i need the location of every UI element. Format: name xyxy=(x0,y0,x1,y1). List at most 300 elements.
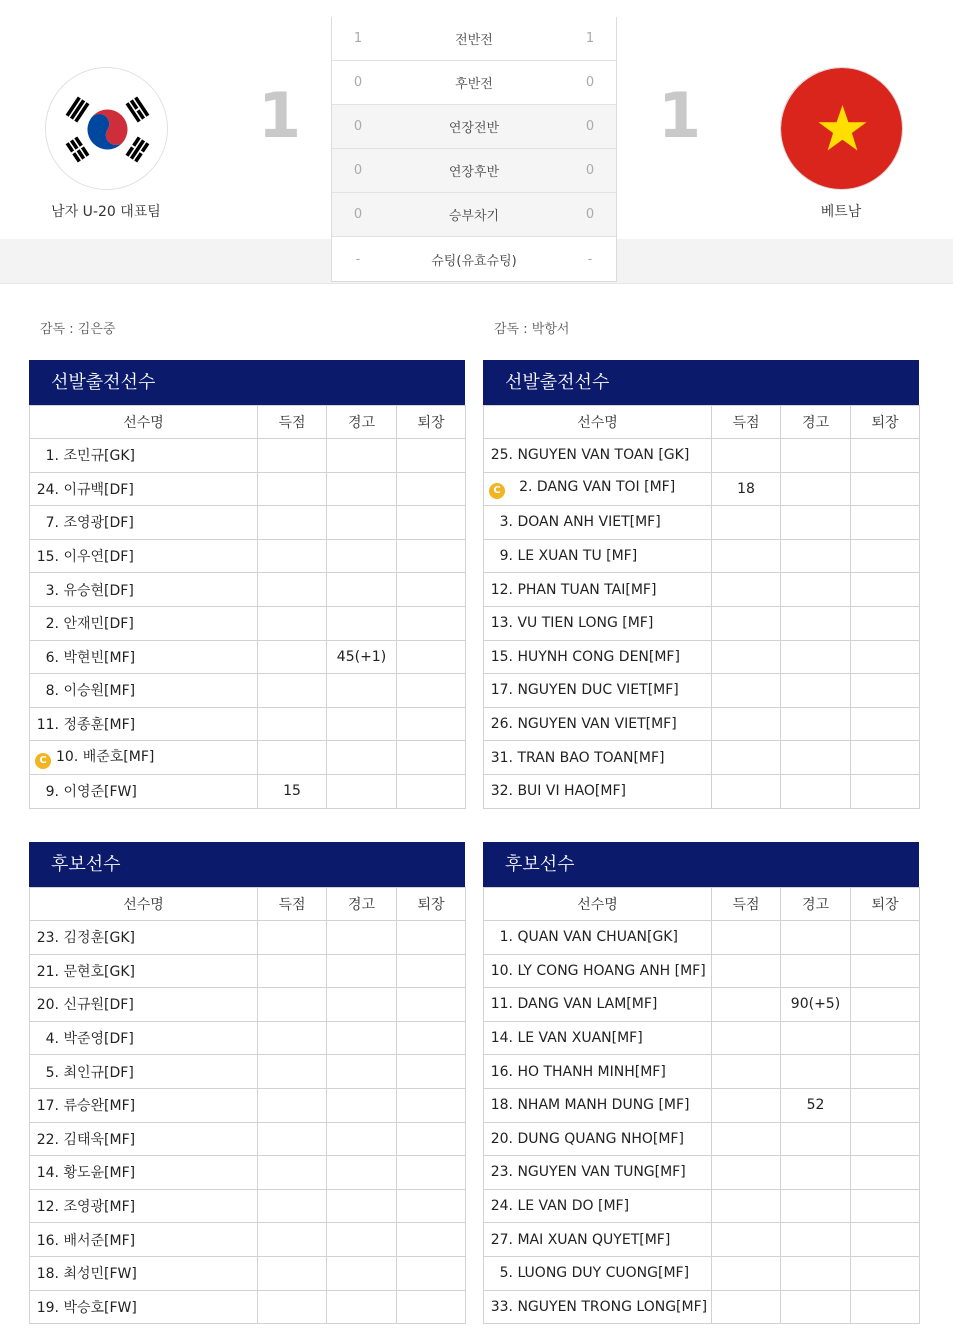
panel-title: 후보선수 xyxy=(483,842,919,887)
sendoff-cell xyxy=(851,606,920,640)
sendoff-cell xyxy=(397,573,466,607)
player-name-cell xyxy=(30,640,258,674)
player-name: 배서준[MF] xyxy=(63,1232,136,1249)
period-home-score: - xyxy=(355,251,361,267)
player-name-cell xyxy=(30,674,258,708)
player-name: DANG VAN TOI [MF] xyxy=(536,478,676,495)
warning-cell xyxy=(327,1223,397,1257)
player-name-cell xyxy=(30,472,258,506)
player-name: 안재민[DF] xyxy=(63,616,134,633)
player-number: 14. xyxy=(490,1030,513,1047)
column-header-sendoff: 퇴장 xyxy=(851,888,920,921)
captain-badge-icon: C xyxy=(489,483,505,499)
table-header-row xyxy=(484,888,920,921)
player-number: 7. xyxy=(45,515,59,532)
player-row xyxy=(484,573,920,607)
player-row xyxy=(484,1189,920,1223)
player-row xyxy=(30,954,466,988)
warning-cell xyxy=(781,606,851,640)
home-subs-panel xyxy=(29,842,465,1324)
away-total-score: 1 xyxy=(658,79,702,152)
player-name-cell xyxy=(30,573,258,607)
column-header-goal: 득점 xyxy=(258,888,327,921)
sendoff-cell xyxy=(397,606,466,640)
player-number: 16. xyxy=(36,1232,59,1249)
goal-cell xyxy=(258,1256,327,1290)
column-header-name: 선수명 xyxy=(484,888,712,921)
player-name-cell xyxy=(484,1223,712,1257)
warning-cell xyxy=(327,1290,397,1324)
column-header-goal: 득점 xyxy=(712,888,781,921)
player-number: 26. xyxy=(490,716,513,733)
column-header-sendoff: 퇴장 xyxy=(851,406,920,439)
player-number: 14. xyxy=(36,1165,59,1182)
sendoff-cell xyxy=(851,1055,920,1089)
goal-cell xyxy=(712,1122,781,1156)
player-name-cell xyxy=(484,954,712,988)
sendoff-cell xyxy=(397,741,466,775)
player-name: DOAN ANH VIET[MF] xyxy=(517,514,661,531)
player-name: NGUYEN VAN VIET[MF] xyxy=(517,716,677,733)
player-row xyxy=(484,606,920,640)
player-name: LUONG DUY CUONG[MF] xyxy=(517,1265,690,1282)
player-name-cell xyxy=(30,606,258,640)
player-row xyxy=(30,640,466,674)
vietnam-flag-icon xyxy=(780,67,903,190)
player-number: 20. xyxy=(36,997,59,1014)
goal-cell xyxy=(258,1122,327,1156)
player-name-cell xyxy=(484,1055,712,1089)
away-subs-panel xyxy=(483,842,919,1324)
goal-cell xyxy=(712,774,781,808)
warning-cell xyxy=(781,472,851,506)
warning-cell xyxy=(327,988,397,1022)
player-number: 17. xyxy=(490,682,513,699)
player-number: 8. xyxy=(45,683,59,700)
column-header-goal: 득점 xyxy=(258,406,327,439)
player-name-cell xyxy=(484,640,712,674)
goal-cell xyxy=(258,1055,327,1089)
period-label: 승부차기 xyxy=(448,209,500,224)
player-name: NGUYEN VAN TUNG[MF] xyxy=(517,1164,686,1181)
sendoff-cell xyxy=(397,774,466,808)
away-subs-table xyxy=(483,887,920,1324)
player-row xyxy=(30,1156,466,1190)
player-number: 3. xyxy=(45,582,59,599)
player-name: MAI XUAN QUYET[MF] xyxy=(517,1231,671,1248)
goal-cell xyxy=(712,439,781,473)
player-row xyxy=(484,439,920,473)
sendoff-cell xyxy=(397,1021,466,1055)
sendoff-cell xyxy=(851,774,920,808)
player-row xyxy=(484,1290,920,1324)
sendoff-cell xyxy=(851,640,920,674)
player-number: 6. xyxy=(45,649,59,666)
sendoff-cell xyxy=(851,1256,920,1290)
goal-cell xyxy=(258,954,327,988)
sendoff-cell xyxy=(851,1021,920,1055)
player-row xyxy=(30,1122,466,1156)
player-name: 류승완[MF] xyxy=(63,1098,136,1115)
player-row xyxy=(484,707,920,741)
goal-cell xyxy=(258,1021,327,1055)
goal-cell xyxy=(258,573,327,607)
player-number: 2. xyxy=(519,478,533,495)
player-name-cell xyxy=(30,1189,258,1223)
goal-cell xyxy=(712,1088,781,1122)
player-row xyxy=(30,707,466,741)
sendoff-cell xyxy=(851,539,920,573)
warning-cell xyxy=(781,539,851,573)
warning-cell xyxy=(781,573,851,607)
player-number: 32. xyxy=(490,783,513,800)
player-number: 10. xyxy=(490,962,513,979)
player-name-cell xyxy=(30,439,258,473)
player-name-cell xyxy=(484,921,712,955)
goal-cell xyxy=(258,539,327,573)
player-number: 24. xyxy=(36,481,59,498)
player-name-cell xyxy=(30,921,258,955)
away-coach: 감독 : 박항서 xyxy=(494,322,570,337)
period-label: 연장전반 xyxy=(448,121,500,136)
sendoff-cell xyxy=(397,1290,466,1324)
player-name: TRAN BAO TOAN[MF] xyxy=(517,749,665,766)
player-row xyxy=(30,674,466,708)
player-number: 9. xyxy=(45,784,59,801)
goal-cell xyxy=(258,1290,327,1324)
player-name: 김정훈[GK] xyxy=(63,930,135,947)
column-header-name: 선수명 xyxy=(30,888,258,921)
period-home-score: 0 xyxy=(353,75,363,90)
sendoff-cell xyxy=(851,1088,920,1122)
goal-cell xyxy=(712,954,781,988)
player-number: 18. xyxy=(36,1266,59,1283)
player-name: HUYNH CONG DEN[MF] xyxy=(517,648,680,665)
warning-cell xyxy=(781,1189,851,1223)
player-name-cell xyxy=(484,573,712,607)
goal-cell xyxy=(712,539,781,573)
player-number: 11. xyxy=(490,996,513,1013)
player-name: LE VAN DO [MF] xyxy=(517,1198,630,1215)
period-away-score: 1 xyxy=(585,31,595,46)
player-name-cell xyxy=(484,1189,712,1223)
sendoff-cell xyxy=(851,506,920,540)
warning-cell xyxy=(781,954,851,988)
warning-cell xyxy=(327,439,397,473)
goal-cell xyxy=(712,1256,781,1290)
player-name-cell xyxy=(484,1021,712,1055)
player-name-cell xyxy=(484,1290,712,1324)
goal-cell xyxy=(258,640,327,674)
sendoff-cell xyxy=(851,472,920,506)
goal-cell xyxy=(712,921,781,955)
goal-cell xyxy=(258,674,327,708)
column-header-name: 선수명 xyxy=(484,406,712,439)
sendoff-cell xyxy=(851,954,920,988)
sendoff-cell xyxy=(397,1122,466,1156)
sendoff-cell xyxy=(851,1156,920,1190)
player-name-cell xyxy=(484,439,712,473)
warning-cell xyxy=(781,1223,851,1257)
warning-cell xyxy=(781,506,851,540)
sendoff-cell xyxy=(851,707,920,741)
player-row xyxy=(484,1122,920,1156)
player-name-cell xyxy=(30,707,258,741)
player-row xyxy=(30,539,466,573)
column-header-warning: 경고 xyxy=(781,406,851,439)
warning-cell xyxy=(781,1122,851,1156)
player-name: 박승호[FW] xyxy=(63,1299,137,1316)
player-number: 2. xyxy=(45,616,59,633)
player-row xyxy=(484,472,920,506)
player-name: PHAN TUAN TAI[MF] xyxy=(517,581,657,598)
player-name: 황도윤[MF] xyxy=(63,1165,136,1182)
player-number: 31. xyxy=(490,749,513,766)
goal-cell xyxy=(258,506,327,540)
player-number: 4. xyxy=(45,1031,59,1048)
warning-cell xyxy=(327,472,397,506)
player-row xyxy=(30,921,466,955)
player-row xyxy=(484,774,920,808)
player-row xyxy=(484,988,920,1022)
player-name: 이우연[DF] xyxy=(63,549,134,566)
period-home-score: 1 xyxy=(353,31,363,46)
goal-cell xyxy=(712,640,781,674)
player-number: 5. xyxy=(499,1265,513,1282)
player-name-cell xyxy=(484,774,712,808)
player-number: 9. xyxy=(499,548,513,565)
player-name: 박준영[DF] xyxy=(63,1031,134,1048)
player-name: LE XUAN TU [MF] xyxy=(517,548,638,565)
sendoff-cell xyxy=(851,921,920,955)
player-name: NHAM MANH DUNG [MF] xyxy=(517,1097,690,1114)
warning-cell xyxy=(781,1290,851,1324)
korea-flag-icon xyxy=(45,67,168,190)
sendoff-cell xyxy=(851,439,920,473)
sendoff-cell xyxy=(851,1290,920,1324)
player-name-cell xyxy=(30,1156,258,1190)
sendoff-cell xyxy=(397,954,466,988)
player-name: 유승현[DF] xyxy=(63,582,134,599)
table-header-row xyxy=(484,406,920,439)
player-number: 1. xyxy=(45,448,59,465)
home-subs-table xyxy=(29,887,466,1324)
player-name: LE VAN XUAN[MF] xyxy=(517,1030,643,1047)
player-number: 13. xyxy=(490,615,513,632)
player-number: 25. xyxy=(490,447,513,464)
warning-cell xyxy=(327,707,397,741)
player-name-cell xyxy=(484,674,712,708)
period-home-score: 0 xyxy=(353,163,363,178)
player-row xyxy=(30,472,466,506)
goal-cell xyxy=(712,606,781,640)
home-team-name: 남자 U-20 대표팀 xyxy=(51,204,161,220)
player-name-cell xyxy=(30,1088,258,1122)
player-number: 1. xyxy=(499,929,513,946)
panel-title: 후보선수 xyxy=(29,842,465,887)
sendoff-cell xyxy=(397,1256,466,1290)
player-name-cell xyxy=(30,741,258,775)
player-number: 21. xyxy=(36,963,59,980)
panel-title: 선발출전선수 xyxy=(29,360,465,405)
player-row xyxy=(484,741,920,775)
goal-cell xyxy=(258,1156,327,1190)
player-name-cell xyxy=(484,606,712,640)
player-row xyxy=(30,741,466,775)
goal-cell xyxy=(258,472,327,506)
period-away-score: 0 xyxy=(585,163,595,178)
period-row xyxy=(332,193,616,237)
goal-cell xyxy=(258,707,327,741)
sendoff-cell xyxy=(851,988,920,1022)
warning-cell xyxy=(327,1088,397,1122)
column-header-sendoff: 퇴장 xyxy=(397,406,466,439)
warning-cell xyxy=(327,921,397,955)
goal-cell xyxy=(712,1021,781,1055)
player-row xyxy=(484,539,920,573)
warning-cell: 90(+5) xyxy=(781,988,851,1022)
home-starters-panel xyxy=(29,360,465,809)
player-name-cell xyxy=(30,506,258,540)
period-row xyxy=(332,237,616,281)
warning-cell xyxy=(781,674,851,708)
player-name-cell xyxy=(484,1088,712,1122)
sendoff-cell xyxy=(851,674,920,708)
period-row xyxy=(332,61,616,105)
goal-cell: 15 xyxy=(258,774,327,808)
player-row xyxy=(30,506,466,540)
player-number: 12. xyxy=(490,581,513,598)
player-name-cell xyxy=(30,539,258,573)
period-label: 전반전 xyxy=(455,33,493,48)
warning-cell xyxy=(327,674,397,708)
player-name-cell xyxy=(30,1290,258,1324)
away-starters-table xyxy=(483,405,920,809)
player-number: 16. xyxy=(490,1063,513,1080)
sendoff-cell xyxy=(851,1223,920,1257)
player-row xyxy=(30,1290,466,1324)
warning-cell xyxy=(327,741,397,775)
goal-cell xyxy=(258,1189,327,1223)
player-row xyxy=(484,1055,920,1089)
player-name: DUNG QUANG NHO[MF] xyxy=(517,1130,684,1147)
warning-cell xyxy=(327,1256,397,1290)
player-row xyxy=(484,640,920,674)
away-team-name: 베트남 xyxy=(820,204,862,220)
player-row xyxy=(30,606,466,640)
player-name-cell xyxy=(30,774,258,808)
goal-cell xyxy=(258,1088,327,1122)
player-name: LY CONG HOANG ANH [MF] xyxy=(517,962,706,979)
player-name-cell xyxy=(30,1055,258,1089)
warning-cell xyxy=(781,1156,851,1190)
goal-cell xyxy=(258,988,327,1022)
player-row xyxy=(30,1055,466,1089)
away-starters-panel xyxy=(483,360,919,809)
player-number: 23. xyxy=(490,1164,513,1181)
sendoff-cell xyxy=(397,472,466,506)
sendoff-cell xyxy=(397,506,466,540)
player-name-cell xyxy=(484,539,712,573)
sendoff-cell xyxy=(397,1055,466,1089)
column-header-name: 선수명 xyxy=(30,406,258,439)
sendoff-cell xyxy=(397,674,466,708)
goal-cell: 18 xyxy=(712,472,781,506)
player-number: 17. xyxy=(36,1098,59,1115)
player-row xyxy=(484,506,920,540)
period-row xyxy=(332,105,616,149)
goal-cell xyxy=(258,606,327,640)
period-away-score: 0 xyxy=(585,75,595,90)
player-name: BUI VI HAO[MF] xyxy=(517,783,626,800)
sendoff-cell xyxy=(397,1156,466,1190)
player-name-cell xyxy=(30,1256,258,1290)
player-row xyxy=(484,1021,920,1055)
sendoff-cell xyxy=(397,439,466,473)
period-away-score: 0 xyxy=(585,207,595,222)
player-number: 23. xyxy=(36,930,59,947)
player-number: 27. xyxy=(490,1231,513,1248)
column-header-warning: 경고 xyxy=(327,406,397,439)
player-row xyxy=(484,1156,920,1190)
warning-cell xyxy=(327,1122,397,1156)
goal-cell xyxy=(258,1223,327,1257)
sendoff-cell xyxy=(851,573,920,607)
sendoff-cell xyxy=(851,741,920,775)
player-name-cell xyxy=(484,506,712,540)
goal-cell xyxy=(712,1189,781,1223)
warning-cell xyxy=(781,707,851,741)
player-name-cell xyxy=(30,954,258,988)
sendoff-cell xyxy=(397,707,466,741)
player-number: 19. xyxy=(36,1299,59,1316)
warning-cell xyxy=(327,606,397,640)
panel-title: 선발출전선수 xyxy=(483,360,919,405)
goal-cell xyxy=(258,439,327,473)
player-row xyxy=(30,1256,466,1290)
player-number: 3. xyxy=(499,514,513,531)
goal-cell xyxy=(258,741,327,775)
column-header-goal: 득점 xyxy=(712,406,781,439)
player-name: QUAN VAN CHUAN[GK] xyxy=(517,929,678,946)
warning-cell xyxy=(327,1021,397,1055)
player-row xyxy=(30,988,466,1022)
player-row xyxy=(30,1088,466,1122)
player-name-cell xyxy=(484,988,712,1022)
table-header-row xyxy=(30,406,466,439)
warning-cell xyxy=(781,1021,851,1055)
warning-cell: 52 xyxy=(781,1088,851,1122)
sendoff-cell xyxy=(397,988,466,1022)
goal-cell xyxy=(712,741,781,775)
player-name: HO THANH MINH[MF] xyxy=(517,1063,666,1080)
goal-cell xyxy=(712,1290,781,1324)
warning-cell xyxy=(781,741,851,775)
player-row xyxy=(484,1256,920,1290)
home-coach: 감독 : 김은중 xyxy=(40,322,116,337)
warning-cell xyxy=(327,1055,397,1089)
warning-cell xyxy=(327,774,397,808)
player-row xyxy=(30,1189,466,1223)
period-away-score: 0 xyxy=(585,119,595,134)
sendoff-cell xyxy=(397,1223,466,1257)
player-name: DANG VAN LAM[MF] xyxy=(517,996,658,1013)
sendoff-cell xyxy=(397,1189,466,1223)
player-name-cell xyxy=(30,1223,258,1257)
column-header-warning: 경고 xyxy=(327,888,397,921)
goal-cell xyxy=(712,988,781,1022)
player-number: 12. xyxy=(36,1199,59,1216)
